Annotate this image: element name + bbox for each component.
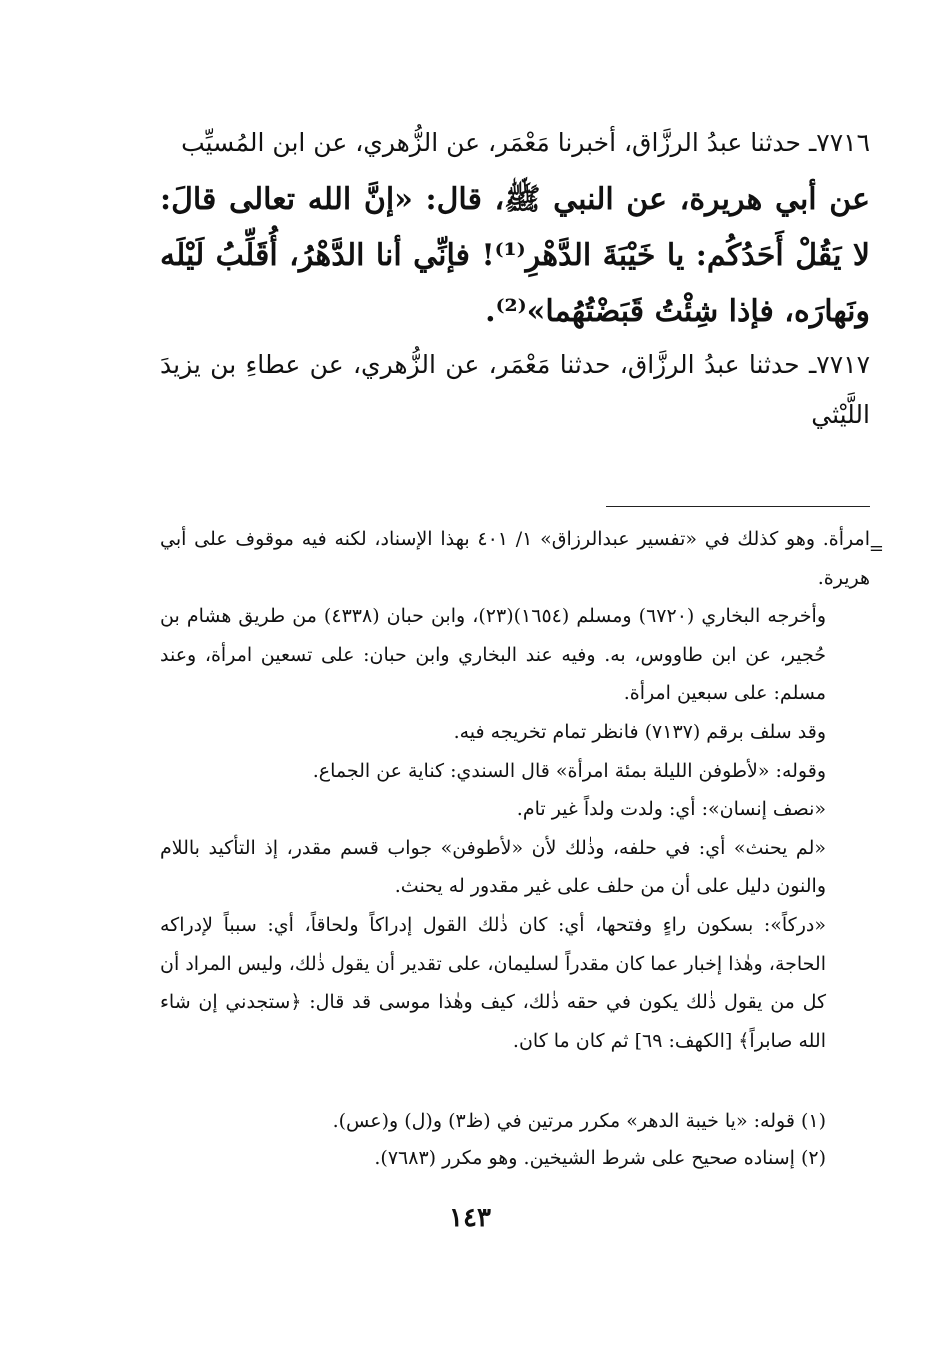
page-number: ١٤٣ xyxy=(449,1203,491,1233)
main-text xyxy=(160,118,870,440)
commentary-para-5: «نصف إنسان»: أي: ولدت ولداً غير تام. xyxy=(516,798,826,821)
commentary-block xyxy=(160,520,884,1060)
hadith-7716-text: عن أبي هريرة، عن النبي ﷺ، قال: «إنَّ الله تعالى قالَ: لا يَقُلْ أَحَدُكُم: يا خَيْبَةَ الدَّهْرِ⁽¹⁾! فإنِّي أنا الدَّهْرُ، أُقَلِّبُ لَيْلَه ونَهارَه، فإذا شِئْتُ قَبَضْتُهُما»⁽²⁾. xyxy=(160,182,870,329)
footnote-2: (٢) إسناده صحيح على شرط الشيخين. وهو مكرر (٧٦٨٣). xyxy=(374,1147,826,1169)
commentary-para-4: وقوله: «لأطوفن الليلة بمئة امرأة» قال السندي: كناية عن الجماع. xyxy=(312,759,826,782)
commentary-para-6: «لم يحنث» أي: في حلفه، وذٰلك لأن «لأطوفن» جواب قسم مقدر، إذ التأكيد باللام والنون دليل على أن من حلف على غير مقدور له يحنث. xyxy=(160,836,826,898)
commentary-para-2: وأخرجه البخاري (٦٧٢٠) ومسلم (١٦٥٤)(٢٣)، وابن حبان (٤٣٣٨) من طريق هشام بن حُجير، عن ابن طاووس، به. وفيه عند البخاري وابن حبان: على تسعين امرأة، وعند مسلم: على سبعين امرأة. xyxy=(160,605,826,705)
hadith-7716-chain: ٧٧١٦ـ حدثنا عبدُ الرزَّاق، أخبرنا مَعْمَر، عن الزُّهري، عن ابن المُسيِّب xyxy=(181,128,870,157)
footnotes xyxy=(160,1103,870,1177)
hadith-7717-chain: ٧٧١٧ـ حدثنا عبدُ الرزَّاق، حدثنا مَعْمَر، عن الزُّهري، عن عطاءِ بن يزيدَ اللَّيْثي xyxy=(160,350,870,429)
commentary-para-3: وقد سلف برقم (٧١٣٧) فانظر تمام تخريجه فيه. xyxy=(453,720,826,743)
footnote-divider xyxy=(606,506,870,507)
continuation-mark: = xyxy=(868,538,884,559)
commentary-para-1: امرأة. وهو كذلك في «تفسير عبدالرزاق» ١/ ٤٠١ بهذا الإسناد، لكنه فيه موقوف على أبي هريرة. xyxy=(160,528,870,589)
commentary-para-7: «دركاً»: بسكون راءٍ وفتحها، أي: كان ذٰلك القول إدراكاً ولحاقاً، أي: سبباً لإدراكه الحاجة، وهٰذا إخبار عما كان مقدراً لسليمان، على تقدير أن يقول ذٰلك، وليس المراد أن كل من يقول ذٰلك يكون في حقه ذٰلك، كيف وهٰذا موسى قد قال: ﴿ستجدني إن شاء الله صابراً﴾ [الكهف: ٦٩] ثم كان ما كان. xyxy=(160,913,826,1052)
footnote-1: (١) قوله: «يا خيبة الدهر» مكرر مرتين في (ظ٣) و(ل) و(عس). xyxy=(332,1110,826,1132)
